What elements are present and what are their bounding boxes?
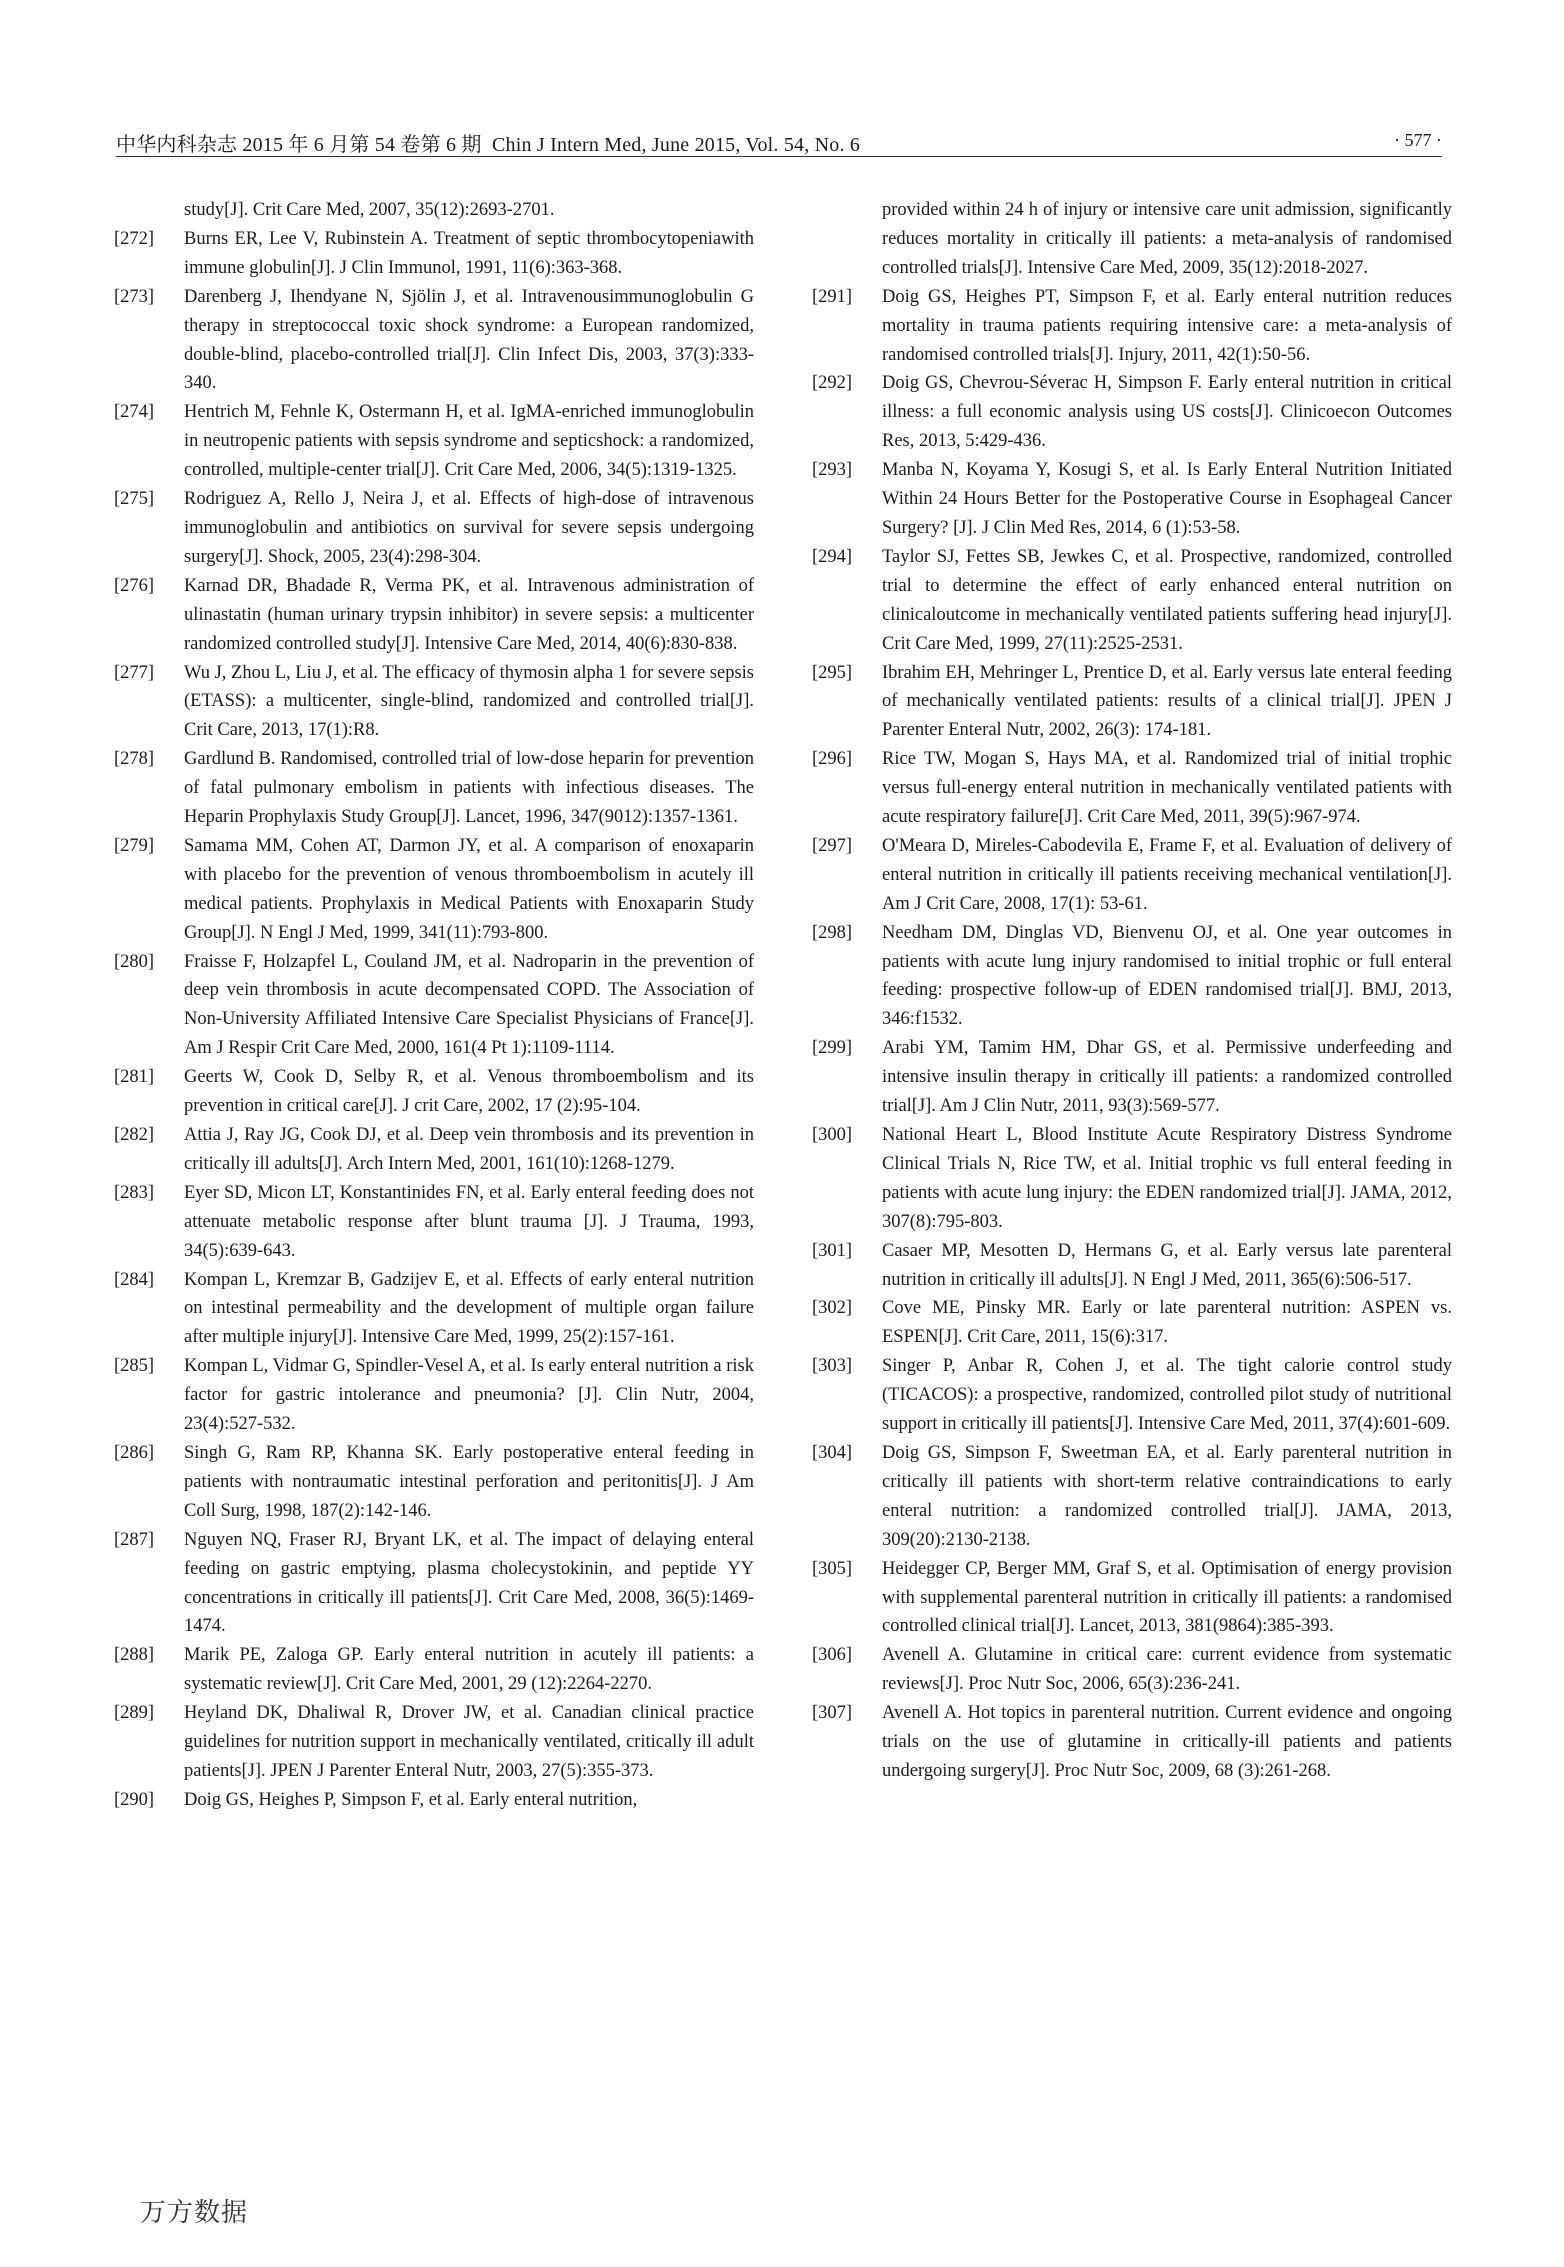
journal-title-cn: 中华内科杂志 2015 年 6 月第 54 卷第 6 期: [116, 134, 482, 156]
reference-entry: [812, 1641, 1452, 1699]
reference-entry: [812, 1294, 1452, 1352]
reference-text: Nguyen NQ, Fraser RJ, Bryant LK, et al. The impact of delaying enteral feeding on gastric emptying, plasma cholecystokinin, and peptide YY concentrations in critically ill patients[J]. Crit Care Med, 2008, 36(5):1469-1474.: [184, 1529, 754, 1637]
reference-text: Kompan L, Kremzar B, Gadzijev E, et al. Effects of early enteral nutrition on intestinal permeability and the development of multiple organ failure after multiple injury[J]. Intensive Care Med, 1999, 25(2):157-161.: [184, 1269, 754, 1348]
reference-number: [272]: [114, 228, 155, 249]
reference-entry: [114, 1063, 754, 1121]
reference-entry: [114, 283, 754, 399]
reference-number: [305]: [812, 1558, 853, 1579]
watermark-logo: 万方数据: [140, 2198, 249, 2228]
reference-entry: [114, 659, 754, 746]
reference-number: [299]: [812, 1038, 853, 1059]
reference-text: Avenell A. Hot topics in parenteral nutrition. Current evidence and ongoing trials on the use of glutamine in critically-ill patients and patients undergoing surgery[J]. Proc Nutr Soc, 2009, 68 (3):261-268.: [882, 1703, 1452, 1781]
reference-entry: [114, 1439, 754, 1526]
reference-number: [292]: [812, 373, 853, 394]
reference-number: [287]: [114, 1529, 155, 1550]
reference-text: Casaer MP, Mesotten D, Hermans G, et al. Early versus late parenteral nutrition in critically ill adults[J]. N Engl J Med, 2011, 365(6):506-517.: [882, 1240, 1452, 1290]
reference-number: [304]: [812, 1442, 853, 1463]
reference-text: Eyer SD, Micon LT, Konstantinides FN, et al. Early enteral feeding does not attenuate metabolic response after blunt trauma [J]. J Trauma, 1993, 34(5):639-643.: [184, 1182, 754, 1261]
reference-text: Cove ME, Pinsky MR. Early or late parenteral nutrition: ASPEN vs. ESPEN[J]. Crit Care, 2011, 15(6):317.: [882, 1298, 1452, 1348]
reference-text: Darenberg J, Ihendyane N, Sjölin J, et al. Intravenousimmunoglobulin G therapy in streptococcal toxic shock syndrome: a European randomized, double-blind, placebo-controlled trial[J]. Clin Infect Dis, 2003, 37(3):333-340.: [184, 286, 754, 394]
reference-entry: [812, 369, 1452, 456]
reference-entry: [114, 1352, 754, 1439]
reference-text: Doig GS, Chevrou-Séverac H, Simpson F. Early enteral nutrition in critical illness: a full economic analysis using US costs[J]. Clinicoecon Outcomes Res, 2013, 5:429-436.: [882, 373, 1452, 452]
reference-text: Gardlund B. Randomised, controlled trial of low-dose heparin for prevention of fatal pulmonary embolism in patients with infectious diseases. The Heparin Prophylaxis Study Group[J]. Lancet, 1996, 347(9012):1357-1361.: [184, 749, 754, 828]
reference-entry: [114, 1121, 754, 1179]
journal-title-en: Chin J Intern Med, June 2015, Vol. 54, No. 6: [492, 134, 861, 156]
reference-text: Ibrahim EH, Mehringer L, Prentice D, et al. Early versus late enteral feeding of mechanically ventilated patients: results of a clinical trial[J]. JPEN J Parenter Enteral Nutr, 2002, 26(3): 174-181.: [882, 662, 1452, 741]
reference-entry: [114, 485, 754, 572]
right-reference-column: [812, 196, 1452, 1786]
reference-text: Manba N, Koyama Y, Kosugi S, et al. Is Early Enteral Nutrition Initiated Within 24 Hours Better for the Postoperative Course in Esophageal Cancer Surgery? [J]. J Clin Med Res, 2014, 6 (1):53-58.: [882, 460, 1452, 538]
reference-number: [279]: [114, 835, 155, 856]
reference-entry: [114, 1699, 754, 1786]
reference-number: [284]: [114, 1269, 155, 1290]
reference-entry: [114, 1641, 754, 1699]
reference-entry: [812, 283, 1452, 370]
reference-number: [278]: [114, 749, 155, 770]
reference-number: [297]: [812, 835, 853, 856]
reference-number: [288]: [114, 1645, 155, 1666]
reference-entry: [114, 1526, 754, 1642]
reference-text: Geerts W, Cook D, Selby R, et al. Venous thromboembolism and its prevention in critical care[J]. J crit Care, 2002, 17 (2):95-104.: [184, 1067, 754, 1117]
reference-entry: [114, 196, 754, 225]
reference-number: [277]: [114, 662, 155, 683]
reference-text: Kompan L, Vidmar G, Spindler-Vesel A, et al. Is early enteral nutrition a risk factor for gastric intolerance and pneumonia? [J]. Clin Nutr, 2004, 23(4):527-532.: [184, 1356, 754, 1435]
reference-number: [296]: [812, 749, 853, 770]
reference-number: [283]: [114, 1182, 155, 1203]
reference-number: [294]: [812, 546, 853, 567]
left-reference-column: [114, 196, 754, 1815]
reference-entry: [114, 1786, 754, 1815]
reference-text: Singer P, Anbar R, Cohen J, et al. The tight calorie control study (TICACOS): a prospective, randomized, controlled pilot study of nutritional support in critically ill patients[J]. Intensive Care Med, 2011, 37(4):601-609.: [882, 1356, 1452, 1435]
reference-entry: [114, 1179, 754, 1266]
reference-entry: [114, 225, 754, 283]
reference-text: Heidegger CP, Berger MM, Graf S, et al. Optimisation of energy provision with supplemental parenteral nutrition in critically ill patients: a randomised controlled clinical trial[J]. Lancet, 2013, 381(9864):385-393.: [882, 1558, 1452, 1637]
journal-citation-line: [116, 128, 860, 157]
reference-text: Hentrich M, Fehnle K, Ostermann H, et al. IgMA-enriched immunoglobulin in neutropenic patients with sepsis syndrome and septicshock: a randomized, controlled, multiple-center trial[J]. Crit Care Med, 2006, 34(5):1319-1325.: [184, 402, 754, 481]
reference-entry: [114, 948, 754, 1064]
reference-number: [289]: [114, 1703, 155, 1724]
reference-text: National Heart L, Blood Institute Acute Respiratory Distress Syndrome Clinical Trials N, Rice TW, et al. Initial trophic vs full enteral feeding in patients with acute lung injury: the EDEN randomized trial[J]. JAMA, 2012, 307(8):795-803.: [882, 1125, 1452, 1232]
reference-number: [298]: [812, 922, 853, 943]
reference-number: [306]: [812, 1645, 853, 1666]
reference-text: Taylor SJ, Fettes SB, Jewkes C, et al. Prospective, randomized, controlled trial to determine the effect of early enhanced enteral nutrition on clinicaloutcome in mechanically ventilated patients suffering head injury[J]. Crit Care Med, 1999, 27(11):2525-2531.: [882, 546, 1452, 654]
reference-text: Attia J, Ray JG, Cook DJ, et al. Deep vein thrombosis and its prevention in critically ill adults[J]. Arch Intern Med, 2001, 161(10):1268-1279.: [184, 1125, 754, 1174]
reference-text: Doig GS, Heighes P, Simpson F, et al. Early enteral nutrition,: [184, 1789, 638, 1810]
reference-number: [281]: [114, 1067, 155, 1088]
reference-number: [275]: [114, 489, 155, 510]
reference-number: [286]: [114, 1442, 155, 1463]
reference-entry: [812, 456, 1452, 543]
reference-text: Avenell A. Glutamine in critical care: current evidence from systematic reviews[J]. Proc Nutr Soc, 2006, 65(3):236-241.: [882, 1645, 1452, 1695]
reference-entry: [114, 832, 754, 948]
reference-number: [303]: [812, 1356, 853, 1377]
reference-entry: [114, 398, 754, 485]
reference-number: [300]: [812, 1125, 853, 1145]
reference-text: study[J]. Crit Care Med, 2007, 35(12):2693-2701.: [184, 200, 555, 220]
reference-entry: [812, 543, 1452, 659]
reference-text: Burns ER, Lee V, Rubinstein A. Treatment of septic thrombocytopeniawith immune globulin[J]. J Clin Immunol, 1991, 11(6):363-368.: [184, 228, 754, 278]
reference-number: [291]: [812, 286, 853, 307]
running-header: [116, 126, 1442, 157]
reference-entry: [812, 745, 1452, 832]
reference-text: Karnad DR, Bhadade R, Verma PK, et al. Intravenous administration of ulinastatin (human urinary trypsin inhibitor) in severe sepsis: a multicenter randomized controlled study[J]. Intensive Care Med, 2014, 40(6):830-838.: [184, 575, 754, 654]
reference-number: [302]: [812, 1298, 853, 1319]
reference-text: Fraisse F, Holzapfel L, Couland JM, et al. Nadroparin in the prevention of deep vein thrombosis in acute decompensated COPD. The Association of Non-University Affiliated Intensive Care Specialist Physicians of France[J]. Am J Respir Crit Care Med, 2000, 161(4 Pt 1):1109-1114.: [184, 951, 754, 1059]
reference-number: [276]: [114, 575, 155, 596]
reference-number: [280]: [114, 951, 155, 972]
reference-entry: [812, 832, 1452, 919]
reference-text: Singh G, Ram RP, Khanna SK. Early postoperative enteral feeding in patients with nontraumatic intestinal perforation and peritonitis[J]. J Am Coll Surg, 1998, 187(2):142-146.: [184, 1442, 754, 1521]
reference-number: [301]: [812, 1240, 853, 1261]
reference-entry: [114, 1266, 754, 1353]
reference-text: Rice TW, Mogan S, Hays MA, et al. Randomized trial of initial trophic versus full-energy enteral nutrition in mechanically ventilated patients with acute respiratory failure[J]. Crit Care Med, 2011, 39(5):967-974.: [882, 749, 1452, 828]
reference-entry: [812, 1034, 1452, 1121]
reference-number: [293]: [812, 460, 853, 481]
reference-number: [274]: [114, 402, 155, 423]
reference-number: [285]: [114, 1356, 155, 1377]
reference-text: Rodriguez A, Rello J, Neira J, et al. Effects of high-dose of intravenous immunoglobulin and antibiotics on survival for severe sepsis undergoing surgery[J]. Shock, 2005, 23(4):298-304.: [184, 489, 754, 567]
reference-text: Arabi YM, Tamim HM, Dhar GS, et al. Permissive underfeeding and intensive insulin therapy in critically ill patients: a randomized controlled trial[J]. Am J Clin Nutr, 2011, 93(3):569-577.: [882, 1038, 1452, 1117]
reference-entry: [812, 1699, 1452, 1786]
reference-entry: [114, 572, 754, 659]
reference-text: provided within 24 h of injury or intensive care unit admission, significantly reduces mortality in critically ill patients: a meta-analysis of randomised controlled trials[J]. Intensive Care Med, 2009, 35(12):2018-2027.: [882, 200, 1452, 278]
reference-entry: [812, 1352, 1452, 1439]
reference-entry: [812, 196, 1452, 283]
reference-number: [282]: [114, 1125, 155, 1145]
reference-entry: [812, 1439, 1452, 1555]
reference-text: Needham DM, Dinglas VD, Bienvenu OJ, et al. One year outcomes in patients with acute lung injury randomised to initial trophic or full enteral feeding: prospective follow-up of EDEN randomised trial[J]. BMJ, 2013, 346:f1532.: [882, 922, 1452, 1030]
reference-number: [290]: [114, 1789, 155, 1810]
reference-entry: [812, 1237, 1452, 1295]
reference-entry: [812, 659, 1452, 746]
reference-text: O'Meara D, Mireles-Cabodevila E, Frame F, et al. Evaluation of delivery of enteral nutrition in critically ill patients receiving mechanical ventilation[J]. Am J Crit Care, 2008, 17(1): 53-61.: [882, 835, 1452, 914]
reference-entry: [812, 1121, 1452, 1237]
reference-number: [295]: [812, 662, 853, 683]
reference-text: Marik PE, Zaloga GP. Early enteral nutrition in acutely ill patients: a systematic review[J]. Crit Care Med, 2001, 29 (12):2264-2270.: [184, 1645, 754, 1695]
reference-number: [307]: [812, 1703, 853, 1724]
reference-text: Wu J, Zhou L, Liu J, et al. The efficacy of thymosin alpha 1 for severe sepsis (ETASS): a multicenter, single-blind, randomized and controlled trial[J]. Crit Care, 2013, 17(1):R8.: [184, 662, 754, 741]
reference-text: Doig GS, Heighes PT, Simpson F, et al. Early enteral nutrition reduces mortality in trauma patients requiring intensive care: a meta-analysis of randomised controlled trials[J]. Injury, 2011, 42(1):50-56.: [882, 286, 1452, 365]
reference-text: Doig GS, Simpson F, Sweetman EA, et al. Early parenteral nutrition in critically ill patients with short-term relative contraindications to early enteral nutrition: a randomized controlled trial[J]. JAMA, 2013, 309(20):2130-2138.: [882, 1442, 1452, 1550]
page-number: · 577 ·: [1394, 130, 1442, 150]
reference-text: Samama MM, Cohen AT, Darmon JY, et al. A comparison of enoxaparin with placebo for the prevention of venous thromboembolism in acutely ill medical patients. Prophylaxis in Medical Patients with Enoxaparin Study Group[J]. N Engl J Med, 1999, 341(11):793-800.: [184, 835, 754, 943]
reference-number: [273]: [114, 286, 155, 307]
reference-entry: [114, 745, 754, 832]
reference-entry: [812, 1555, 1452, 1642]
reference-text: Heyland DK, Dhaliwal R, Drover JW, et al. Canadian clinical practice guidelines for nutrition support in mechanically ventilated, critically ill adult patients[J]. JPEN J Parenter Enteral Nutr, 2003, 27(5):355-373.: [184, 1703, 754, 1781]
reference-entry: [812, 919, 1452, 1035]
